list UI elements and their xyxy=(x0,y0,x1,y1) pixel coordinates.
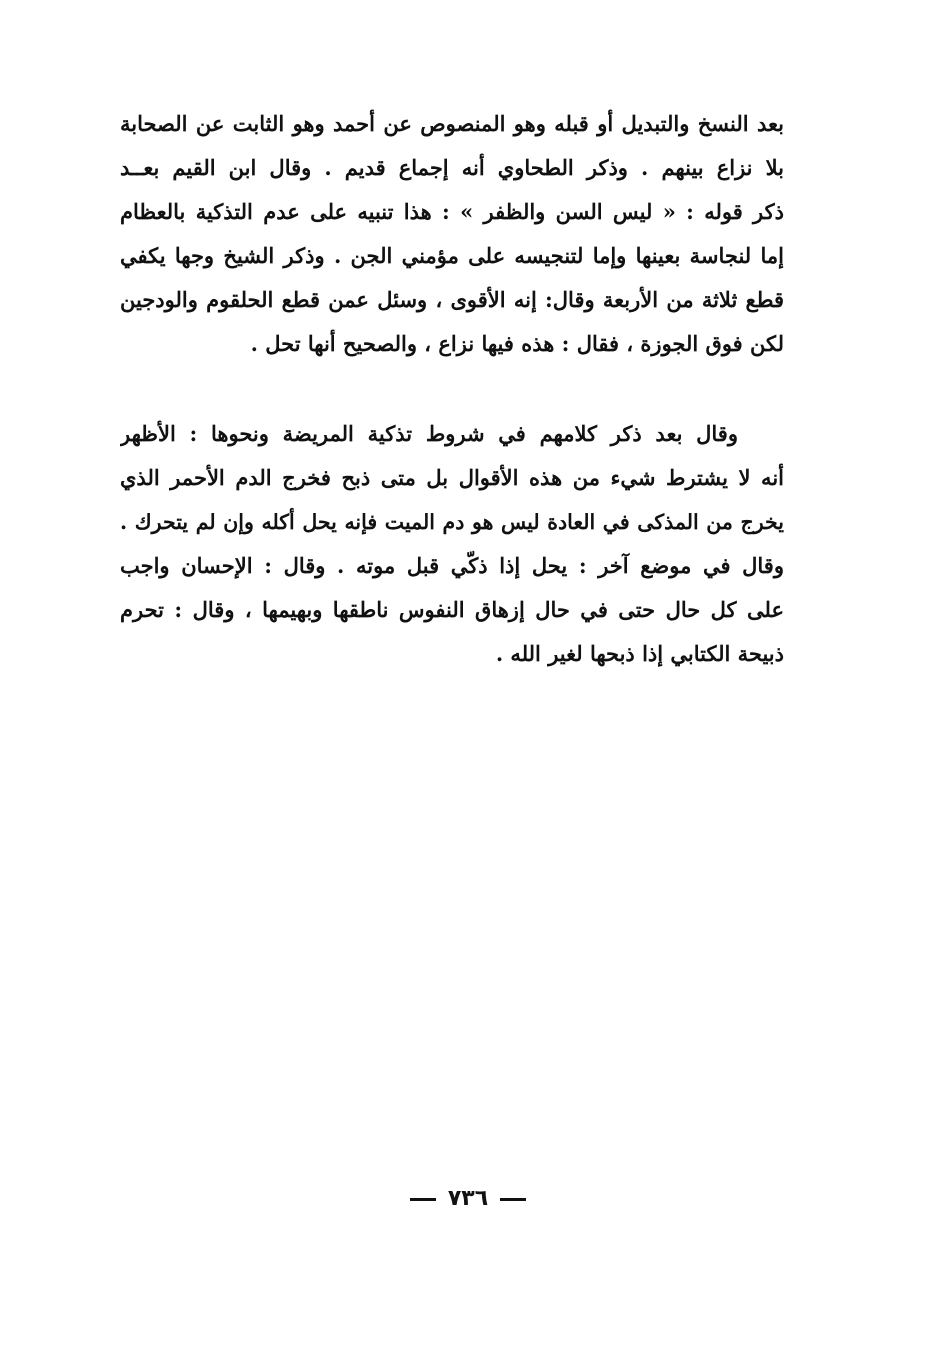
text-line: على كل حال حتى في حال إزهاق النفوس ناطقها وبهيمها ، وقال : تحرم xyxy=(120,597,784,622)
page-number-dash xyxy=(410,1198,436,1201)
text-line: إما لنجاسة بعينها وإما لتنجيسه على مؤمني الجن . وذكر الشيخ وجها يكفي xyxy=(120,243,784,268)
page-number-value: ٧٣٦ xyxy=(447,1186,489,1211)
paragraph-2 xyxy=(120,412,784,676)
text-line: وقال بعد ذكر كلامهم في شروط تذكية المريضة ونحوها : الأظهر xyxy=(120,421,738,446)
text-line: قطع ثلاثة من الأربعة وقال: إنه الأقوى ، وسئل عمن قطع الحلقوم والودجين xyxy=(120,287,784,312)
text-line: أنه لا يشترط شيء من هذه الأقوال بل متى ذبح فخرج الدم الأحمر الذي xyxy=(120,465,784,490)
page-number xyxy=(0,1186,936,1211)
text-line: ذبيحة الكتابي إذا ذبحها لغير الله . xyxy=(495,641,784,666)
text-line: لكن فوق الجوزة ، فقال : هذه فيها نزاع ، والصحيح أنها تحل . xyxy=(250,331,784,356)
text-line: يخرج من المذكى في العادة ليس هو دم الميت فإنه يحل أكله وإن لم يتحرك . xyxy=(120,510,784,534)
text-line: ذكر قوله : « ليس السن والظفر » : هذا تنبيه على عدم التذكية بالعظام xyxy=(120,199,784,224)
text-line: بعد النسخ والتبديل أو قبله وهو المنصوص عن أحمد وهو الثابت عن الصحابة xyxy=(120,111,784,136)
text-line: وقال في موضع آخر : يحل إذا ذكّي قبل موته . وقال : الإحسان واجب xyxy=(120,553,784,578)
text-line: بلا نزاع بينهم . وذكر الطحاوي أنه إجماع قديم . وقال ابن القيم بعــد xyxy=(120,155,784,180)
paragraph-1 xyxy=(120,102,784,366)
page-number-dash xyxy=(500,1198,526,1201)
